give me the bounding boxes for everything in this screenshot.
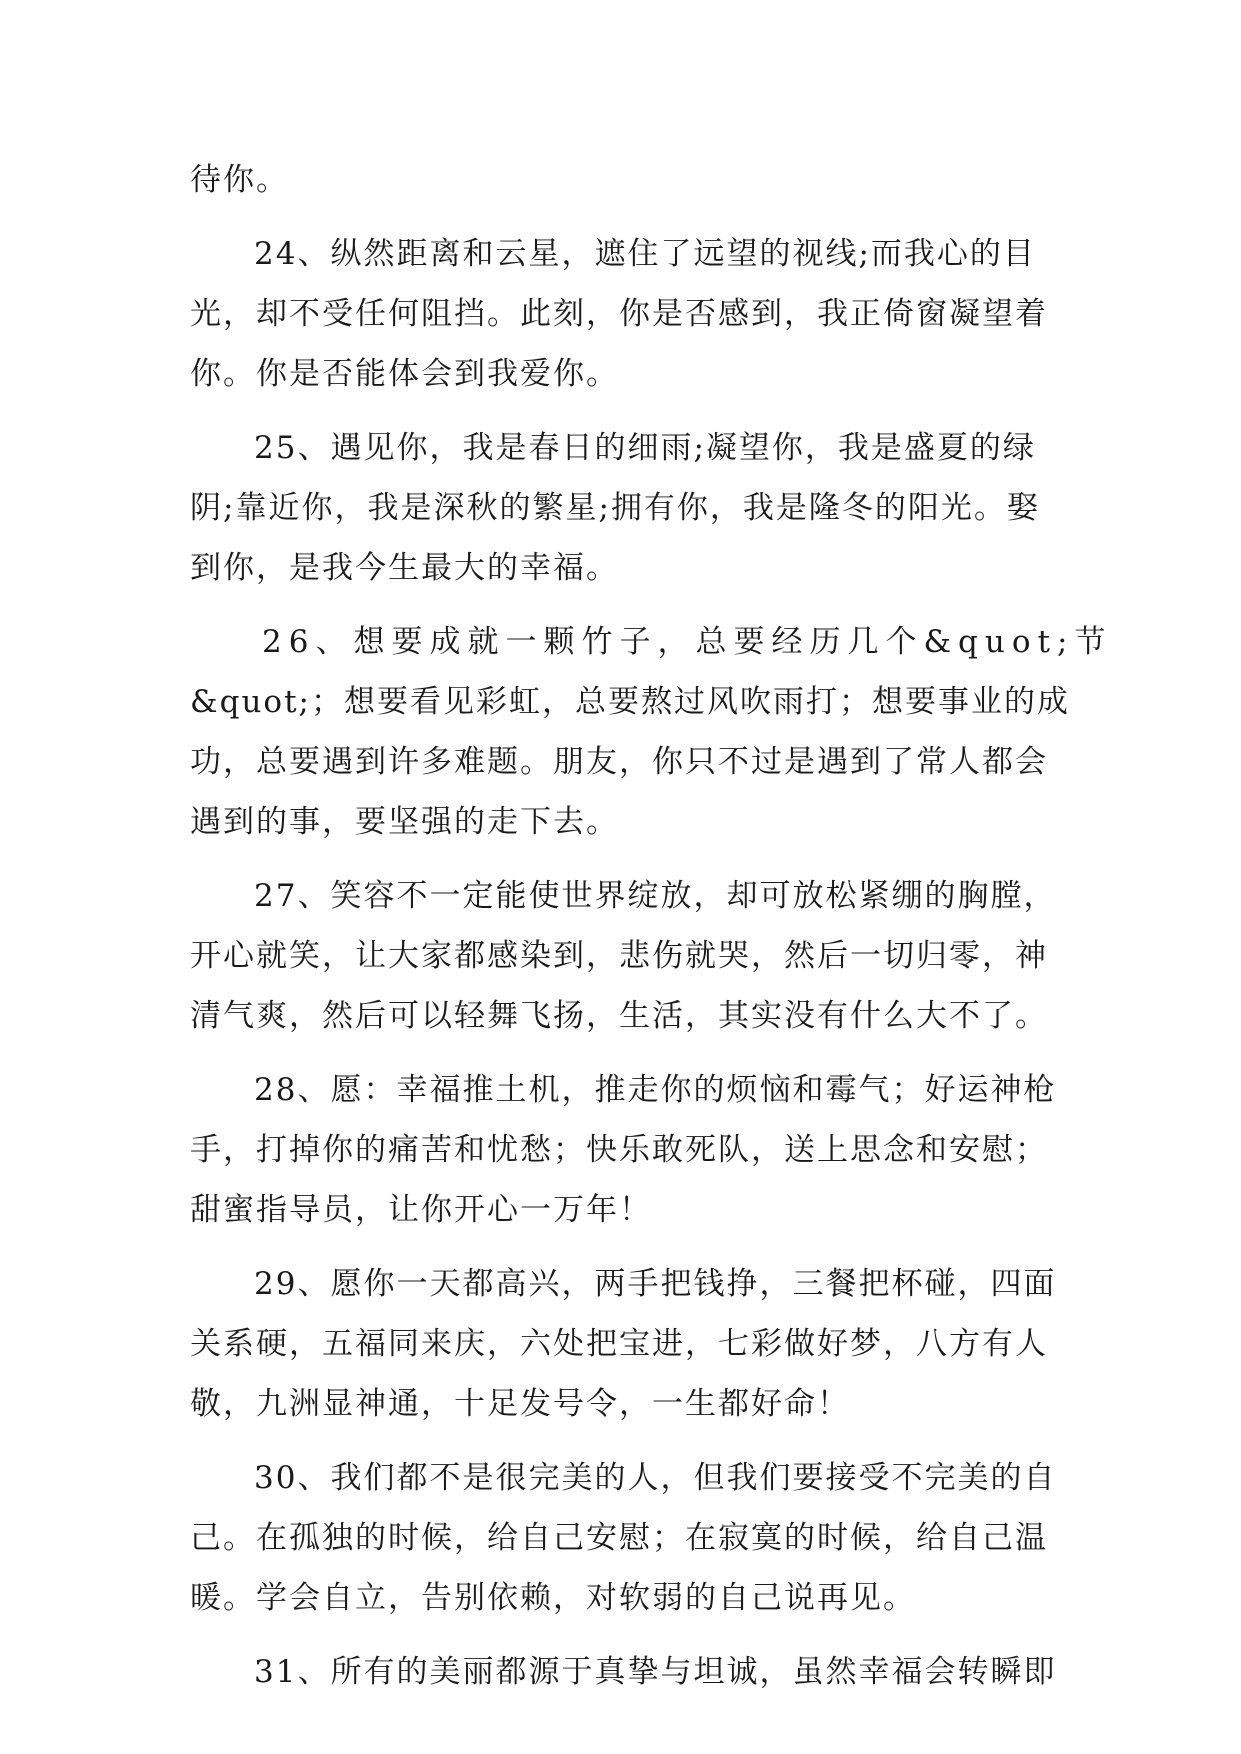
text-line: 24、纵然距离和云星，遮住了远望的视线;而我心的目 — [254, 236, 1036, 272]
text-line: 29、愿你一天都高兴，两手把钱挣，三餐把杯碰，四面 — [254, 1266, 1057, 1302]
text-line: 己。在孤独的时候，给自己安慰；在寂寞的时候，给自己温 — [190, 1520, 1048, 1556]
text-line: 25、遇见你，我是春日的细雨;凝望你，我是盛夏的绿 — [254, 430, 1036, 466]
paragraph-25 — [190, 418, 1050, 598]
paragraph-30 — [190, 1448, 1057, 1628]
text-line: 27、笑容不一定能使世界绽放，却可放松紧绷的胸膛， — [254, 878, 1057, 914]
text-line: 开心就笑，让大家都感染到，悲伤就哭，然后一切归零，神 — [190, 938, 1048, 974]
text-line: 30、我们都不是很完美的人，但我们要接受不完美的自 — [254, 1460, 1057, 1496]
text-line: 光，却不受任何阻挡。此刻，你是否感到，我正倚窗凝望着 — [190, 296, 1048, 332]
document-body — [190, 150, 1113, 1702]
text-line: 待你。 — [190, 162, 289, 198]
paragraph-26 — [190, 612, 1113, 852]
text-line: 功，总要遇到许多难题。朋友，你只不过是遇到了常人都会 — [190, 744, 1048, 780]
text-line: 敬，九洲显神通，十足发号令，一生都好命！ — [190, 1386, 850, 1422]
text-line: 暖。学会自立，告别依赖，对软弱的自己说再见。 — [190, 1580, 916, 1616]
text-line: 31、所有的美丽都源于真挚与坦诚，虽然幸福会转瞬即 — [254, 1654, 1057, 1690]
paragraph-24 — [190, 224, 1050, 404]
paragraph-31 — [190, 1642, 1057, 1702]
paragraph-29 — [190, 1254, 1057, 1434]
text-line: 遇到的事，要坚强的走下去。 — [190, 804, 619, 840]
text-line: 你。你是否能体会到我爱你。 — [190, 356, 619, 392]
text-line: &quot;；想要看见彩虹，总要熬过风吹雨打；想要事业的成 — [190, 684, 1070, 720]
text-line: 26、想要成就一颗竹子，总要经历几个&quot;节 — [262, 624, 1113, 660]
text-line: 28、愿：幸福推土机，推走你的烦恼和霉气；好运神枪 — [254, 1072, 1057, 1108]
paragraph-27 — [190, 866, 1057, 1046]
paragraph-28 — [190, 1060, 1057, 1240]
text-line: 到你，是我今生最大的幸福。 — [190, 550, 619, 586]
text-line: 清气爽，然后可以轻舞飞扬，生活，其实没有什么大不了。 — [190, 998, 1048, 1034]
text-line: 手，打掉你的痛苦和忧愁；快乐敢死队，送上思念和安慰； — [190, 1132, 1048, 1168]
text-line: 甜蜜指导员，让你开心一万年！ — [190, 1192, 652, 1228]
text-line: 关系硬，五福同来庆，六处把宝进，七彩做好梦，八方有人 — [190, 1326, 1048, 1362]
text-line: 阴;靠近你，我是深秋的繁星;拥有你，我是隆冬的阳光。娶 — [190, 490, 1040, 526]
paragraph-23-tail — [190, 150, 1050, 210]
